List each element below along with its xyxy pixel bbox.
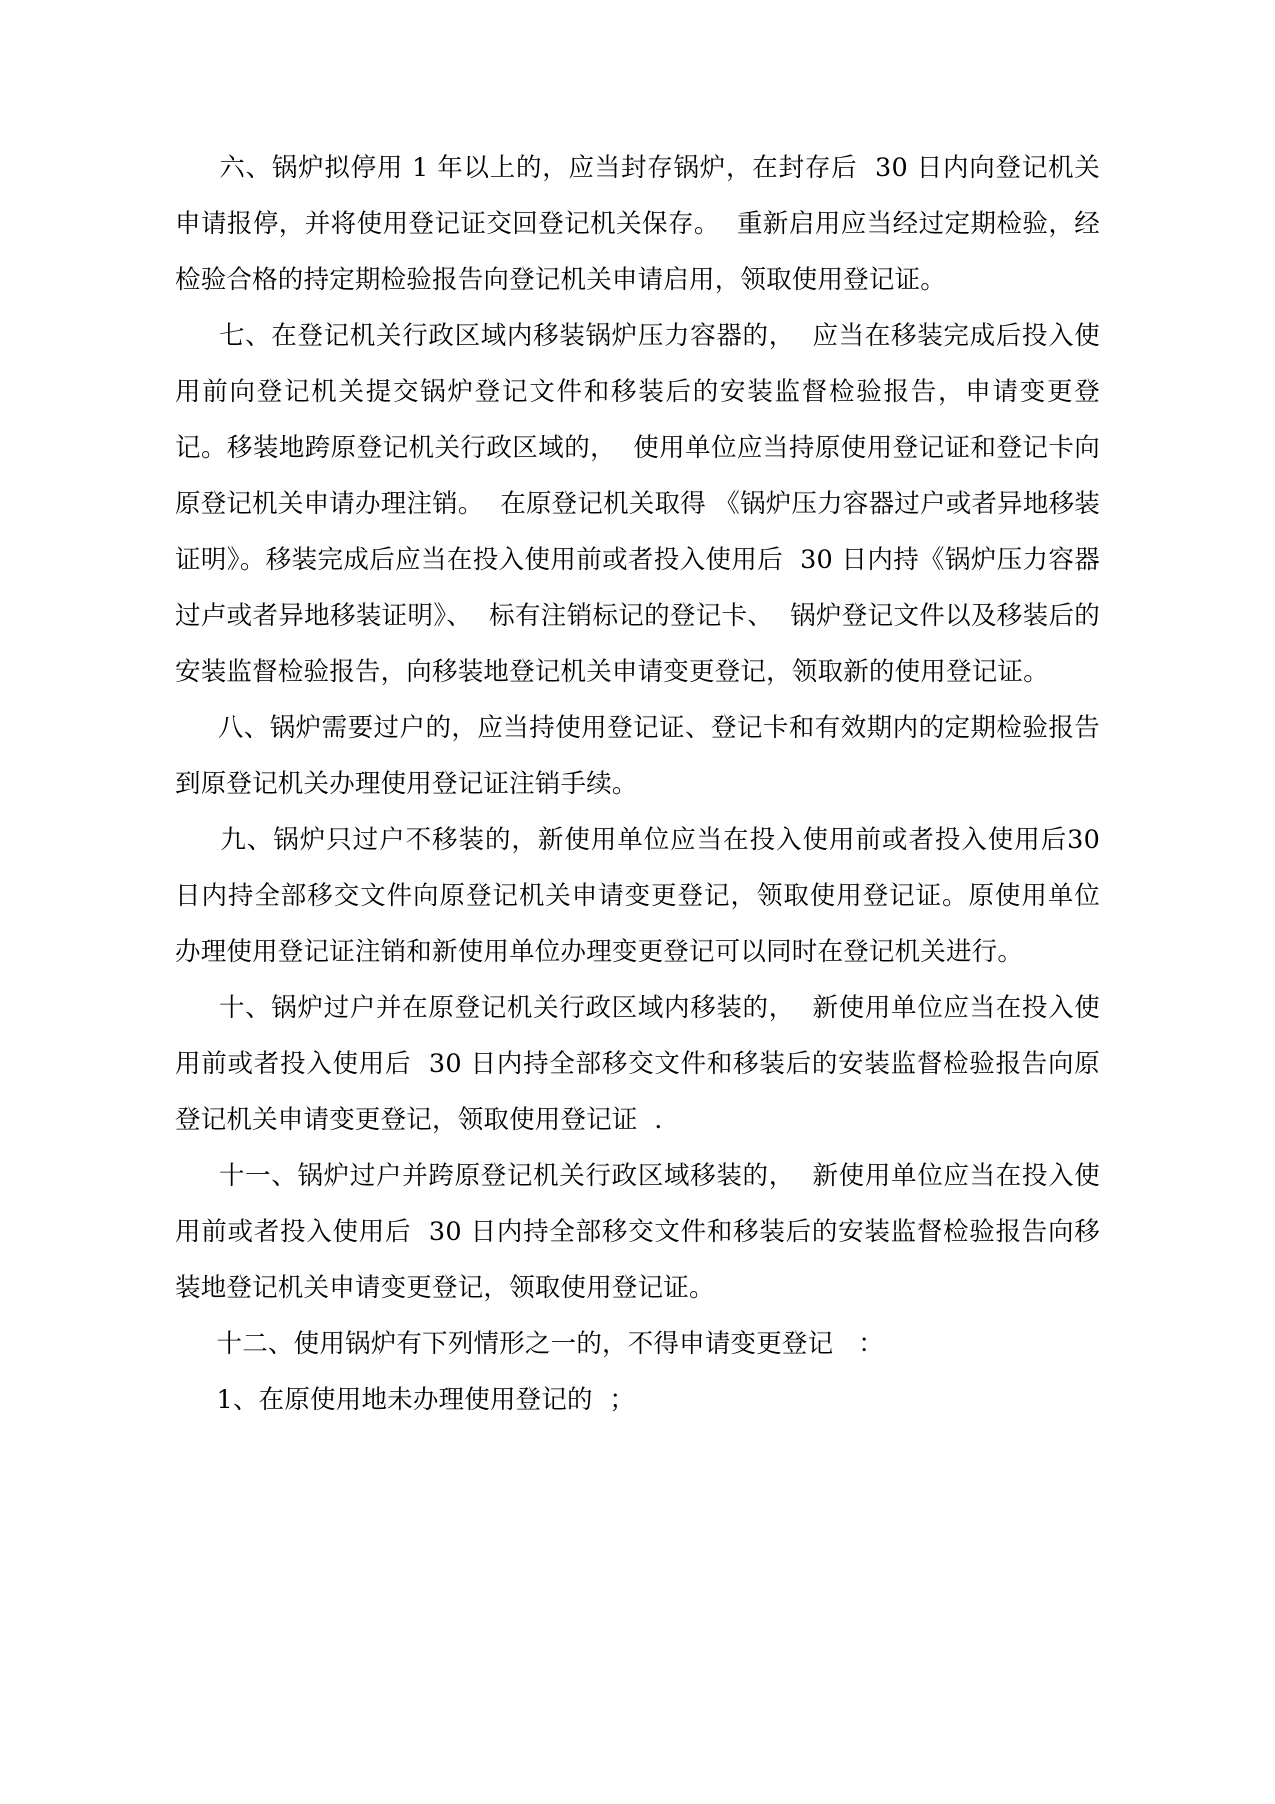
paragraph-eleven: 十一、锅炉过户并跨原登记机关行政区域移装的， 新使用单位应当在投入使用前或者投入使用后 30 日内持全部移交文件和移装后的安装监督检验报告向移装地登记机关申请变更登记，领取使用登记证。 <box>175 1161 1100 1303</box>
paragraph-twelve: 十二、使用锅炉有下列情形之一的，不得申请变更登记 ： <box>175 1329 884 1359</box>
paragraph-six: 六、锅炉拟停用 1 年以上的，应当封存锅炉，在封存后 30 日内向登记机关申请报停，并将使用登记证交回登记机关保存。 重新启用应当经过定期检验，经检验合格的持定期检验报告向登记机关申请启用，领取使用登记证。 <box>175 153 1100 295</box>
paragraph-eight: 八、锅炉需要过户的，应当持使用登记证、登记卡和有效期内的定期检验报告到原登记机关办理使用登记证注销手续。 <box>175 713 1101 799</box>
paragraph-twelve-item-1: 1、在原使用地未办理使用登记的 ； <box>175 1385 636 1415</box>
paragraph-seven: 七、在登记机关行政区域内移装锅炉压力容器的， 应当在移装完成后投入使用前向登记机关提交锅炉登记文件和移装后的安装监督检验报告，申请变更登记。移装地跨原登记机关行政区域的， 使用单位应当持原使用登记证和登记卡向原登记机关申请办理注销。 在原登记机关取得 《锅炉压力容器过户或者异地移装证明》。移装完成后应当在投入使用前或者投入使用后 30 日内持《锅炉压力容器过卢或者异地移装证明》、 标有注销标记的登记卡、 锅炉登记文件以及移装后的安装监督检验报告，向移装地登记机关申请变更登记，领取新的使用登记证。 <box>175 321 1100 687</box>
document-body <box>175 140 1109 1428</box>
paragraph-nine: 九、锅炉只过户不移装的，新使用单位应当在投入使用前或者投入使用后30 日内持全部移交文件向原登记机关申请变更登记，领取使用登记证。原使用单位办理使用登记证注销和新使用单位办理变更登记可以同时在登记机关进行。 <box>175 825 1109 967</box>
paragraph-ten: 十、锅炉过户并在原登记机关行政区域内移装的， 新使用单位应当在投入使用前或者投入使用后 30 日内持全部移交文件和移装后的安装监督检验报告向原登记机关申请变更登记，领取使用登记证 . <box>175 993 1100 1135</box>
